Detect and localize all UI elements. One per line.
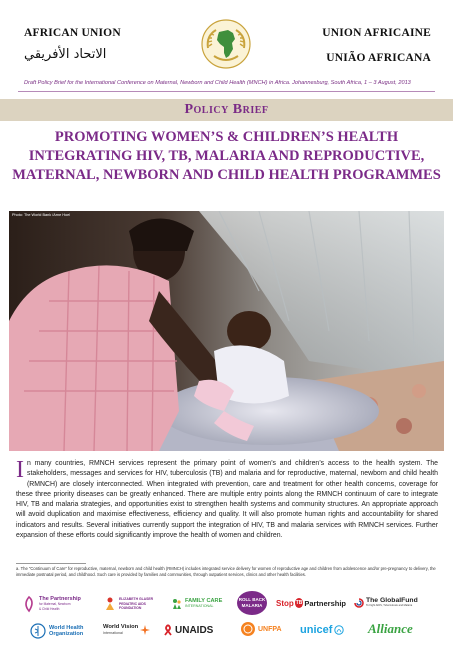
stoptb-stop: Stop	[276, 598, 294, 608]
alliance-name: Alliance	[368, 621, 413, 636]
unaids-name: UNAIDS	[175, 624, 214, 636]
pmnch-name: The Partnership	[39, 595, 81, 602]
unfpa-emblem-icon	[240, 621, 256, 637]
family-care-name: FAMILY CARE	[185, 597, 223, 604]
footnote: a. The “Continuum of Care” for reproductive, maternal, newborn and child health (RMNCH) includes integrated service delivery for women of reproductive age and children from adolescence and/or pre-pregnancy to delivery, the immediate postnatal period, and childhood. Such care is provided by families and communities, through outpatient services, clinics and other health facilities.	[16, 566, 436, 577]
pmnch-swirl-icon	[22, 595, 36, 613]
egpaf-figure-icon	[104, 597, 116, 611]
egpaf-name-2: PEDIATRIC AIDS	[119, 601, 146, 606]
org-name-arabic: الاتحاد الأفريقي	[24, 47, 107, 62]
world-vision-subtitle: International	[103, 631, 123, 635]
who-emblem-icon	[30, 623, 46, 639]
header-divider	[18, 91, 435, 92]
egpaf-name-1: ELIZABETH GLASER	[119, 597, 154, 602]
unicef-name: unicef	[300, 624, 333, 636]
unfpa-name: UNFPA	[258, 625, 282, 633]
unaids-logo	[163, 620, 229, 640]
page-title	[10, 128, 443, 185]
photo-credit: Photo: The World Bank /Arne Hoel	[12, 213, 71, 217]
global-fund-name: The GlobalFund	[366, 597, 418, 604]
unfpa-logo	[240, 617, 286, 641]
policy-brief-label: Policy Brief	[184, 102, 269, 117]
world-vision-star-icon	[140, 625, 150, 635]
family-care-logo	[172, 593, 234, 615]
intro-text: n many countries, RMNCH services represent the primary point of women’s and children’s access to the health system. The stakeholders, messages and services for HIV, tuberculosis (TB) and malaria and for reproductive, maternal, newborn and child health (RMNCH) are closely interconnected. When integrated with prevention, care and treatment for other health concerns, coverage for these three priority diseases can be greatly enhanced. There are multiple entry points along the RMNCH continuum of care to integrate HIV, TB and malaria strategies, and opportunities exist to strengthen health systems and community structures. An appropriate approach will avoid duplication and maximise effectiveness, efficiency and quality. It will also promote human rights and accountability for shared indicators and results. Several initiatives currently support the integration of HIV, TB and malaria services with RMNCH services. Further expansion of these efforts could significantly improve the health of women and children.	[16, 460, 438, 540]
unicef-emblem-icon	[334, 625, 344, 635]
rbm-name-1: ROLL BACK	[238, 597, 266, 602]
title-line-2: INTEGRATING HIV, TB, MALARIA AND REPRODUCTIVE, MATERNAL, NEWBORN AND CHILD HEALTH PROGRAMMES	[12, 148, 441, 183]
global-fund-logo	[354, 593, 440, 613]
rbm-name-2: MALARIA	[241, 603, 263, 608]
draft-note: Draft Policy Brief for the International Conference on Maternal, Newborn and Child Health (MNCH) in Africa. Johannesburg, South Africa, 1 – 3 August, 2013	[24, 80, 411, 86]
who-logo	[30, 621, 98, 641]
stop-tb-logo	[276, 595, 346, 611]
org-name-french: UNION AFRICAINE	[322, 27, 431, 39]
egpaf-logo	[104, 593, 166, 615]
stoptb-tb-badge: TB	[295, 600, 303, 606]
red-ribbon-icon	[163, 624, 173, 636]
family-care-figures-icon	[172, 598, 182, 610]
header-right	[322, 27, 431, 64]
world-vision-logo	[103, 620, 159, 640]
footnote-divider	[16, 563, 86, 564]
family-care-subtitle: INTERNATIONAL	[185, 604, 214, 608]
stoptb-partnership: Partnership	[304, 598, 346, 608]
header-left	[24, 27, 174, 62]
global-fund-subtitle: To Fight AIDS, Tuberculosis and Malaria	[366, 604, 413, 607]
drop-cap: I	[16, 457, 24, 483]
org-name-english: AFRICAN UNION	[24, 27, 121, 39]
pmnch-subtitle-2: & Child Health	[39, 606, 60, 611]
title-line-1: PROMOTING WOMEN’S & CHILDREN’S HEALTH	[54, 129, 399, 145]
org-name-portuguese: UNIÃO AFRICANA	[326, 52, 431, 64]
world-vision-name: World Vision	[103, 624, 139, 630]
cover-photo	[9, 211, 444, 451]
alliance-logo	[368, 618, 442, 640]
intro-paragraph	[16, 459, 438, 541]
unicef-logo	[300, 620, 360, 640]
african-union-emblem-icon	[200, 18, 252, 70]
pmnch-subtitle-1: for Maternal, Newborn	[39, 601, 71, 606]
egpaf-name-3: FOUNDATION	[119, 606, 142, 611]
who-name-1: World Health	[49, 625, 84, 631]
global-fund-swirl-icon	[354, 598, 364, 608]
who-name-2: Organization	[49, 631, 84, 637]
pmnch-logo	[22, 593, 92, 615]
roll-back-malaria-logo	[236, 590, 268, 616]
